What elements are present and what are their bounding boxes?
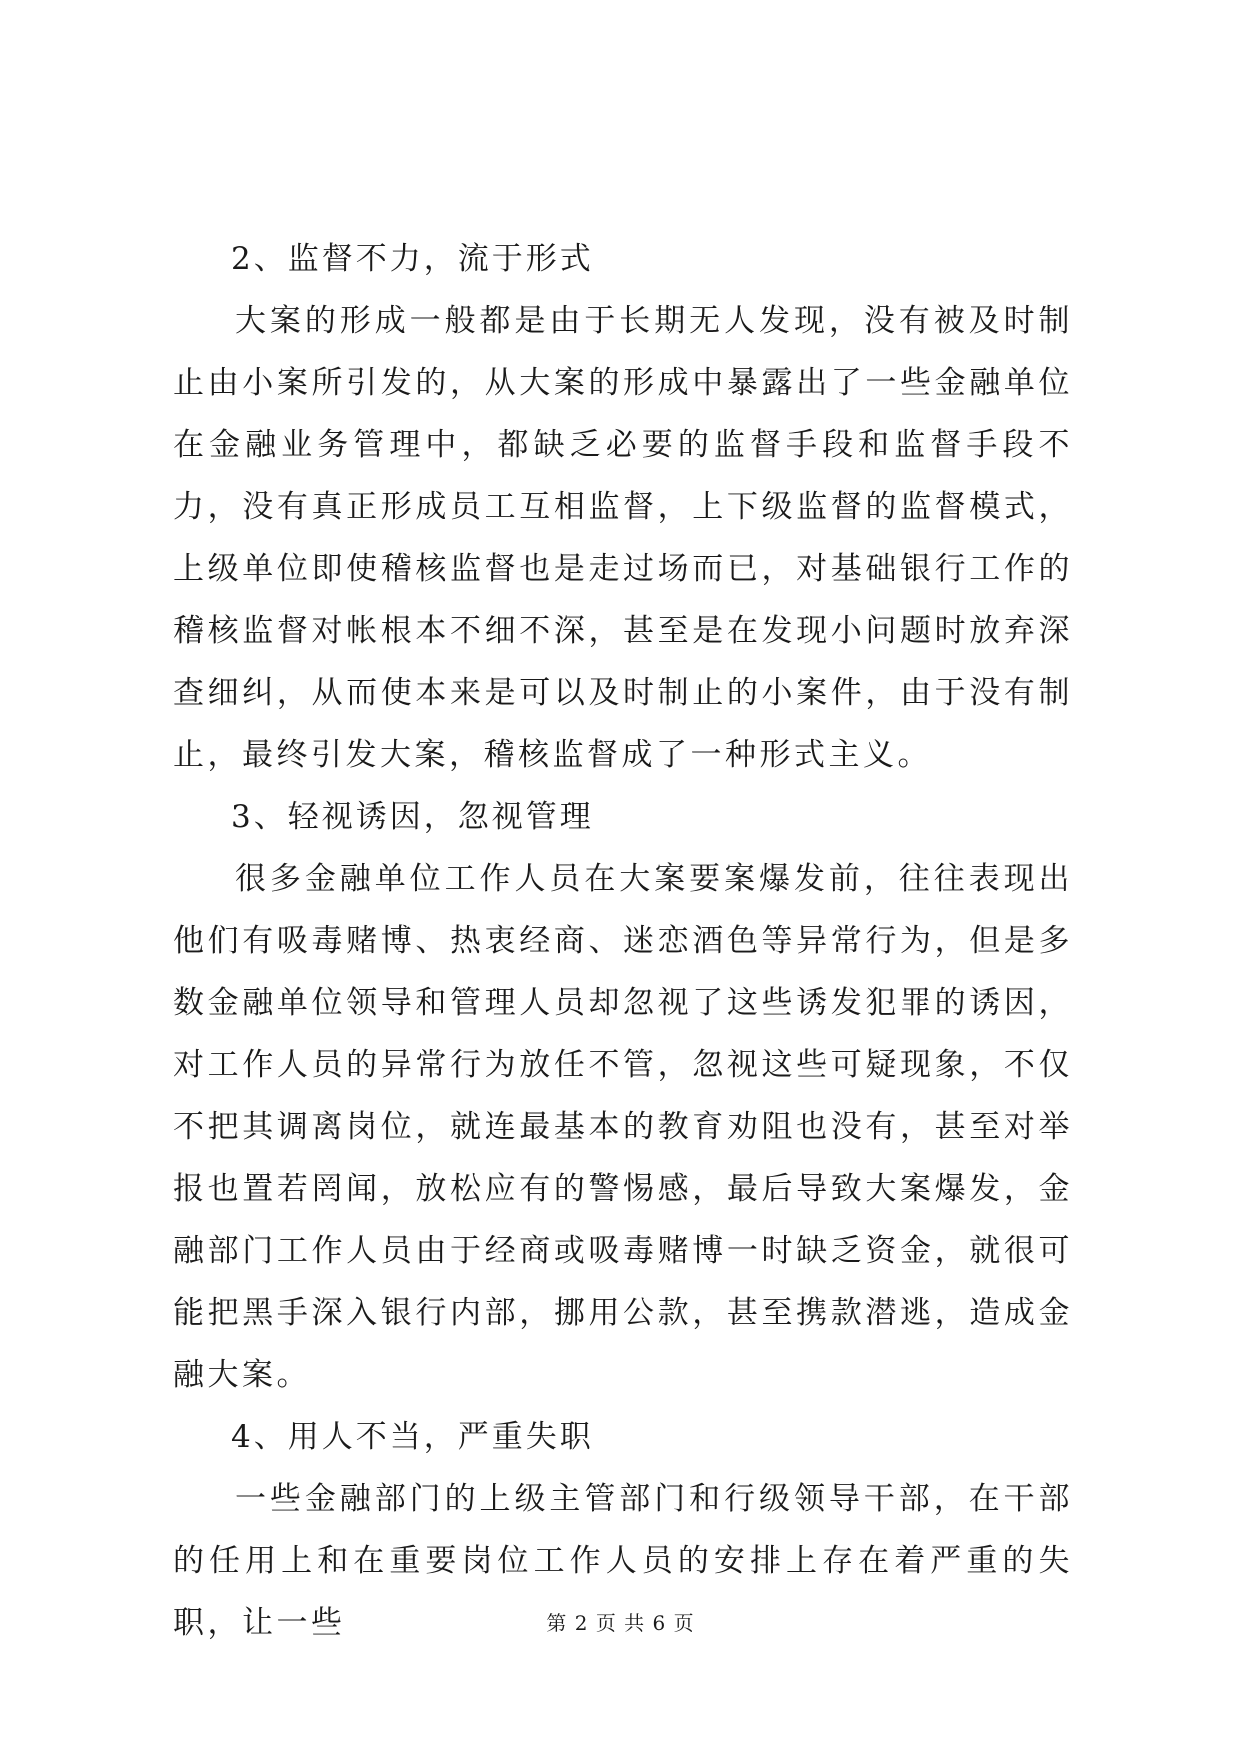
section-heading-2: 2、监督不力，流于形式 <box>231 241 594 277</box>
page-footer: 第 2 页 共 6 页 <box>546 1611 695 1635</box>
section-heading-4: 4、用人不当，严重失职 <box>231 1419 594 1455</box>
section-heading-3: 3、轻视诱因，忽视管理 <box>231 799 594 835</box>
section-paragraph-2: 大案的形成一般都是由于长期无人发现，没有被及时制止由小案所引发的，从大案的形成中暴露出了一些金融单位在金融业务管理中，都缺乏必要的监督手段和监督手段不力，没有真正形成员工互相监督，上下级监督的监督模式，上级单位即使稽核监督也是走过场而已，对基础银行工作的稽核监督对帐根本不细不深，甚至是在发现小问题时放弃深查细纠，从而使本来是可以及时制止的小案件，由于没有制止，最终引发大案，稽核监督成了一种形式主义。 <box>173 303 1073 773</box>
section-paragraph-3: 很多金融单位工作人员在大案要案爆发前，往往表现出他们有吸毒赌博、热衷经商、迷恋酒色等异常行为，但是多数金融单位领导和管理人员却忽视了这些诱发犯罪的诱因，对工作人员的异常行为放任不管，忽视这些可疑现象，不仅不把其调离岗位，就连最基本的教育劝阻也没有，甚至对举报也置若罔闻，放松应有的警惕感，最后导致大案爆发，金融部门工作人员由于经商或吸毒赌博一时缺乏资金，就很可能把黑手深入银行内部，挪用公款，甚至携款潜逃，造成金融大案。 <box>173 861 1073 1393</box>
document-body <box>173 228 1073 1654</box>
section-paragraph-4: 一些金融部门的上级主管部门和行级领导干部，在干部的任用上和在重要岗位工作人员的安排上存在着严重的失职，让一些 <box>173 1481 1073 1641</box>
